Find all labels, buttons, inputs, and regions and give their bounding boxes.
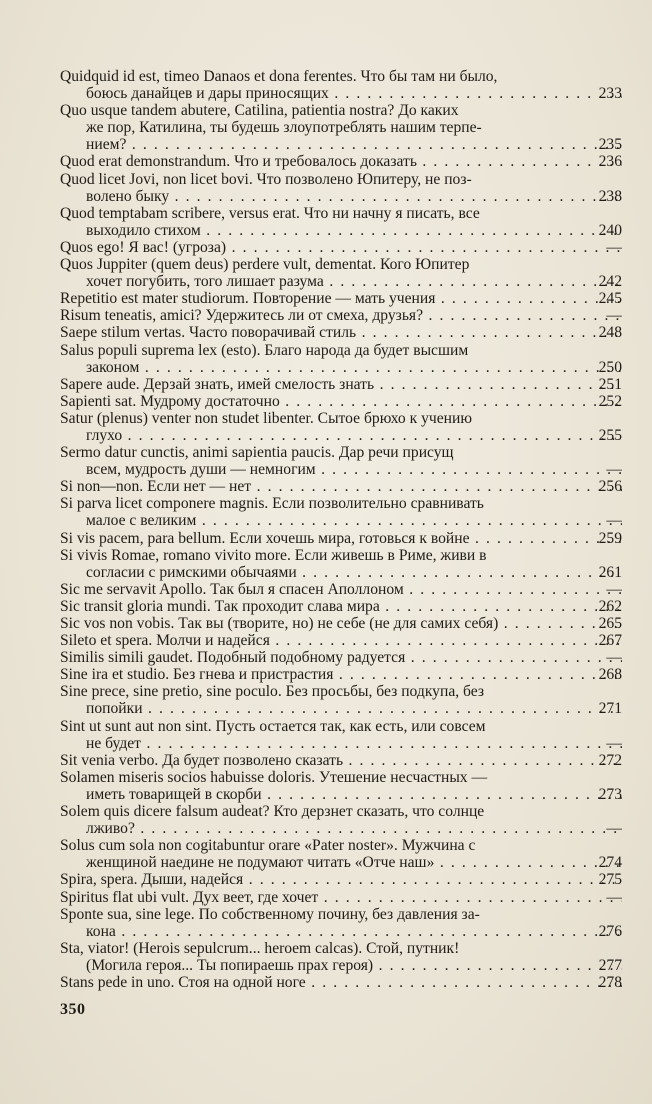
- entry-page-number: 272: [598, 751, 622, 769]
- entry-text: Spiritus flat ubi vult. Дух веет, где хочет . . .: [60, 889, 622, 906]
- index-entry: [60, 666, 622, 683]
- index-entry: [60, 68, 622, 102]
- index-entry: [60, 649, 622, 666]
- index-entry: [60, 837, 622, 871]
- entry-text: Quos Juppiter (quem deus) perdere vult, dementat. Кого Юпитер: [60, 256, 470, 274]
- entry-text: Si vivis Romae, romano vivito more. Если живешь в Риме, живи в: [60, 546, 487, 564]
- entry-page-number: 261: [598, 563, 622, 581]
- entry-page-number: 273: [598, 785, 622, 803]
- entry-continuation-line: [60, 136, 622, 153]
- entry-line: [60, 290, 622, 307]
- entry-text: Si parva licet componere magnis. Если позволительно сравнивать: [60, 495, 484, 513]
- entry-page-number: —: [606, 820, 622, 838]
- entry-line: [60, 410, 622, 427]
- entry-line: [60, 376, 622, 393]
- entry-text: Si non—non. Если нет — нет . . .: [60, 478, 622, 495]
- entry-page-number: 250: [598, 358, 622, 376]
- index-entry: [60, 615, 622, 632]
- entry-page-number: —: [606, 734, 622, 752]
- entry-line: [60, 256, 622, 273]
- index-entry: [60, 718, 622, 752]
- entry-continuation-line: [60, 85, 622, 102]
- entry-text: (Могила героя... Ты попираешь прах героя) . . .: [86, 957, 622, 974]
- entry-text: Sit venia verbo. Да будет позволено сказать . . .: [60, 752, 622, 769]
- index-entry: [60, 376, 622, 393]
- entry-page-number: —: [606, 512, 622, 530]
- entry-text: всем, мудрость души — немногим . . .: [86, 461, 622, 478]
- entry-text: Sta, viator! (Herois sepulcrum... heroem calcas). Стой, путник!: [60, 939, 460, 957]
- entry-line: [60, 718, 622, 735]
- entry-line: [60, 803, 622, 820]
- entry-page-number: —: [606, 461, 622, 479]
- entry-page-number: 268: [598, 666, 622, 684]
- index-entry: [60, 410, 622, 444]
- entry-line: [60, 581, 622, 598]
- entry-text: Sapere aude. Дерзай знать, имей смелость знать . . .: [60, 376, 622, 393]
- entry-line: [60, 342, 622, 359]
- entry-line: [60, 547, 622, 564]
- entry-page-number: —: [606, 307, 622, 325]
- index-entry: [60, 632, 622, 649]
- entry-text: Similis simili gaudet. Подобный подобному радуется . . .: [60, 649, 622, 666]
- entry-page-number: 242: [598, 273, 622, 291]
- entry-line: [60, 307, 622, 324]
- entry-text: попойки . . .: [86, 700, 622, 717]
- entry-line: [60, 871, 622, 888]
- entry-page-number: 236: [598, 153, 622, 171]
- entry-text: боюсь данайцев и дары приносящих . . .: [86, 85, 622, 102]
- entry-line: [60, 974, 622, 991]
- entry-line: [60, 649, 622, 666]
- index-entry: [60, 205, 622, 239]
- entry-text: Solus cum sola non cogitabuntur orare «Pater noster». Мужчина с: [60, 837, 476, 855]
- entry-text: Saepe stilum vertas. Часто поворачивай стиль . . .: [60, 324, 622, 341]
- entry-text: Quo usque tandem abutere, Catilina, patientia nostra? До каких: [60, 102, 459, 120]
- entry-page-number: 274: [598, 854, 622, 872]
- entry-continuation-line: [60, 512, 622, 529]
- entry-text: Quidquid id est, timeo Danaos et dona ferentes. Что бы там ни было,: [60, 68, 498, 85]
- entry-page-number: 245: [598, 290, 622, 308]
- entry-text: Sine ira et studio. Без гнева и пристрастия . . .: [60, 666, 622, 683]
- entry-page-number: 267: [598, 632, 622, 650]
- entry-text: Solamen miseris socios habuisse doloris. Утешение несчастных —: [60, 768, 488, 786]
- entry-line: [60, 68, 622, 85]
- entry-text: волено быку . . .: [86, 188, 622, 205]
- entry-text: Spira, spera. Дыши, надейся . . .: [60, 871, 622, 888]
- index-entry: [60, 940, 622, 974]
- entry-continuation-line: [60, 427, 622, 444]
- index-entry: [60, 752, 622, 769]
- entry-text: Quod temptabam scribere, versus erat. Что ни начну я писать, все: [60, 204, 480, 222]
- entry-text: женщиной наедине не подумают читать «Отче наш» . . .: [86, 854, 622, 871]
- entry-text: согласии с римскими обычаями . . .: [86, 564, 622, 581]
- index-entry: [60, 683, 622, 717]
- entry-continuation-line: [60, 461, 622, 478]
- entry-text: малое с великим . . .: [86, 512, 622, 529]
- entry-continuation-line: [60, 854, 622, 871]
- entry-line: [60, 940, 622, 957]
- entry-text: Sic transit gloria mundi. Так проходит слава мира . . .: [60, 598, 622, 615]
- entry-line: [60, 889, 622, 906]
- entry-line: [60, 153, 622, 170]
- entry-page-number: 238: [598, 187, 622, 205]
- entry-page-number: 276: [598, 922, 622, 940]
- entry-text: Quod licet Jovi, non licet bovi. Что позволено Юпитеру, не поз-: [60, 170, 472, 188]
- entry-continuation-line: [60, 700, 622, 717]
- entry-line: [60, 906, 622, 923]
- entry-page-number: —: [606, 649, 622, 667]
- entry-text: же пор, Катилина, ты будешь злоупотреблять нашим терпе-: [86, 119, 482, 137]
- entry-text: выходило стихом . . .: [86, 222, 622, 239]
- entry-page-number: 252: [598, 392, 622, 410]
- entry-text: Salus populi suprema lex (esto). Благо народа да будет высшим: [60, 341, 469, 359]
- entry-text: Solem quis dicere falsum audeat? Кто дерзнет сказать, что солнце: [60, 803, 485, 821]
- entry-line: [60, 102, 622, 119]
- index-entry: [60, 581, 622, 598]
- entry-text: Sine prece, sine pretio, sine poculo. Без просьбы, без подкупа, без: [60, 683, 485, 701]
- index-entry: [60, 871, 622, 888]
- entry-page-number: —: [606, 580, 622, 598]
- entry-line: [60, 632, 622, 649]
- entry-continuation-line: [60, 923, 622, 940]
- entry-text: Stans pede in uno. Стоя на одной ноге . . .: [60, 974, 622, 991]
- entry-page-number: 265: [598, 615, 622, 632]
- entry-page-number: 248: [598, 324, 622, 342]
- entry-text: Quos ego! Я вас! (угроза) . . .: [60, 239, 622, 256]
- index-entry: [60, 239, 622, 256]
- entry-continuation-line: [60, 359, 622, 376]
- entry-text: нием? . . .: [86, 136, 622, 153]
- index-entry: [60, 889, 622, 906]
- entry-line: [60, 239, 622, 256]
- index-entry: [60, 256, 622, 290]
- entry-continuation-line: [60, 273, 622, 290]
- index-entry: [60, 478, 622, 495]
- entry-line: [60, 769, 622, 786]
- entry-line: [60, 598, 622, 615]
- index-entry: [60, 171, 622, 205]
- entry-line: [60, 205, 622, 222]
- entry-line: [60, 530, 622, 547]
- index-entry: [60, 598, 622, 615]
- entry-line: [60, 171, 622, 188]
- entry-page-number: 259: [598, 529, 622, 547]
- entry-page-number: 277: [598, 956, 622, 974]
- index-entry: [60, 393, 622, 410]
- index-entry: [60, 153, 622, 170]
- index-entry: [60, 547, 622, 581]
- index-entry: [60, 974, 622, 991]
- index-entry: [60, 906, 622, 940]
- index-entry: [60, 803, 622, 837]
- entry-text: не будет . . .: [86, 735, 622, 752]
- entry-continuation-line: [60, 786, 622, 803]
- entry-continuation-line: [60, 222, 622, 239]
- entry-continuation-line: [60, 735, 622, 752]
- entry-page-number: 256: [598, 478, 622, 496]
- index-entry: [60, 324, 622, 341]
- entry-page-number: 262: [598, 597, 622, 615]
- entry-continuation-line: [60, 119, 622, 136]
- entry-text: Repetitio est mater studiorum. Повторение — мать учения . . .: [60, 290, 622, 307]
- entry-text: Quod erat demonstrandum. Что и требовалось доказать . . .: [60, 153, 622, 170]
- entry-line: [60, 324, 622, 341]
- entry-text: Sponte sua, sine lege. По собственному почину, без давления за-: [60, 905, 480, 923]
- index-entry: [60, 342, 622, 376]
- entry-text: Sileto et spera. Молчи и надейся . . .: [60, 632, 622, 649]
- entry-continuation-line: [60, 820, 622, 837]
- entry-line: [60, 837, 622, 854]
- index-entry: [60, 444, 622, 478]
- index-entry: [60, 290, 622, 307]
- entry-page-number: 233: [598, 85, 622, 103]
- entry-continuation-line: [60, 564, 622, 581]
- entry-text: Sint ut sunt aut non sint. Пусть остается так, как есть, или совсем: [60, 717, 486, 735]
- index-entry: [60, 769, 622, 803]
- entry-continuation-line: [60, 957, 622, 974]
- entry-text: Satur (plenus) venter non studet libenter. Сытое брюхо к учению: [60, 409, 473, 427]
- entry-text: Sapienti sat. Мудрому достаточно . . .: [60, 393, 622, 410]
- entry-text: глухо . . .: [86, 427, 622, 444]
- entry-line: [60, 683, 622, 700]
- entry-text: Sermo datur cunctis, animi sapientia paucis. Дар речи присущ: [60, 444, 454, 462]
- entry-text: Risum teneatis, amici? Удержитесь ли от смеха, друзья? . . .: [60, 307, 622, 324]
- entry-text: Sic vos non vobis. Так вы (творите, но) не себе (не для самих себя) . . .: [60, 615, 622, 632]
- entry-page-number: —: [606, 238, 622, 256]
- entry-page-number: 255: [598, 426, 622, 444]
- index-entry: [60, 307, 622, 324]
- phrase-index: [60, 68, 622, 991]
- entry-text: лживо? . . .: [86, 820, 622, 837]
- entry-text: хочет погубить, того лишает разума . . .: [86, 273, 622, 290]
- index-entry: [60, 102, 622, 153]
- entry-line: [60, 615, 622, 632]
- entry-line: [60, 666, 622, 683]
- entry-line: [60, 478, 622, 495]
- entry-line: [60, 444, 622, 461]
- entry-line: [60, 393, 622, 410]
- page-number: 350: [60, 1001, 86, 1018]
- entry-line: [60, 752, 622, 769]
- entry-text: Sic me servavit Apollo. Так был я спасен Аполлоном . . .: [60, 581, 622, 598]
- entry-text: Si vis pacem, para bellum. Если хочешь мира, готовься к войне . . .: [60, 530, 622, 547]
- entry-page-number: 275: [598, 871, 622, 889]
- entry-page-number: 235: [598, 136, 622, 154]
- entry-line: [60, 495, 622, 512]
- index-entry: [60, 495, 622, 529]
- entry-text: кона . . .: [86, 923, 622, 940]
- entry-page-number: —: [606, 888, 622, 906]
- entry-continuation-line: [60, 188, 622, 205]
- entry-text: законом . . .: [86, 359, 622, 376]
- entry-page-number: 271: [598, 700, 622, 718]
- index-entry: [60, 530, 622, 547]
- entry-page-number: 240: [598, 221, 622, 239]
- entry-page-number: 278: [598, 973, 622, 991]
- entry-page-number: 251: [598, 375, 622, 393]
- entry-text: иметь товарищей в скорби . . .: [86, 786, 622, 803]
